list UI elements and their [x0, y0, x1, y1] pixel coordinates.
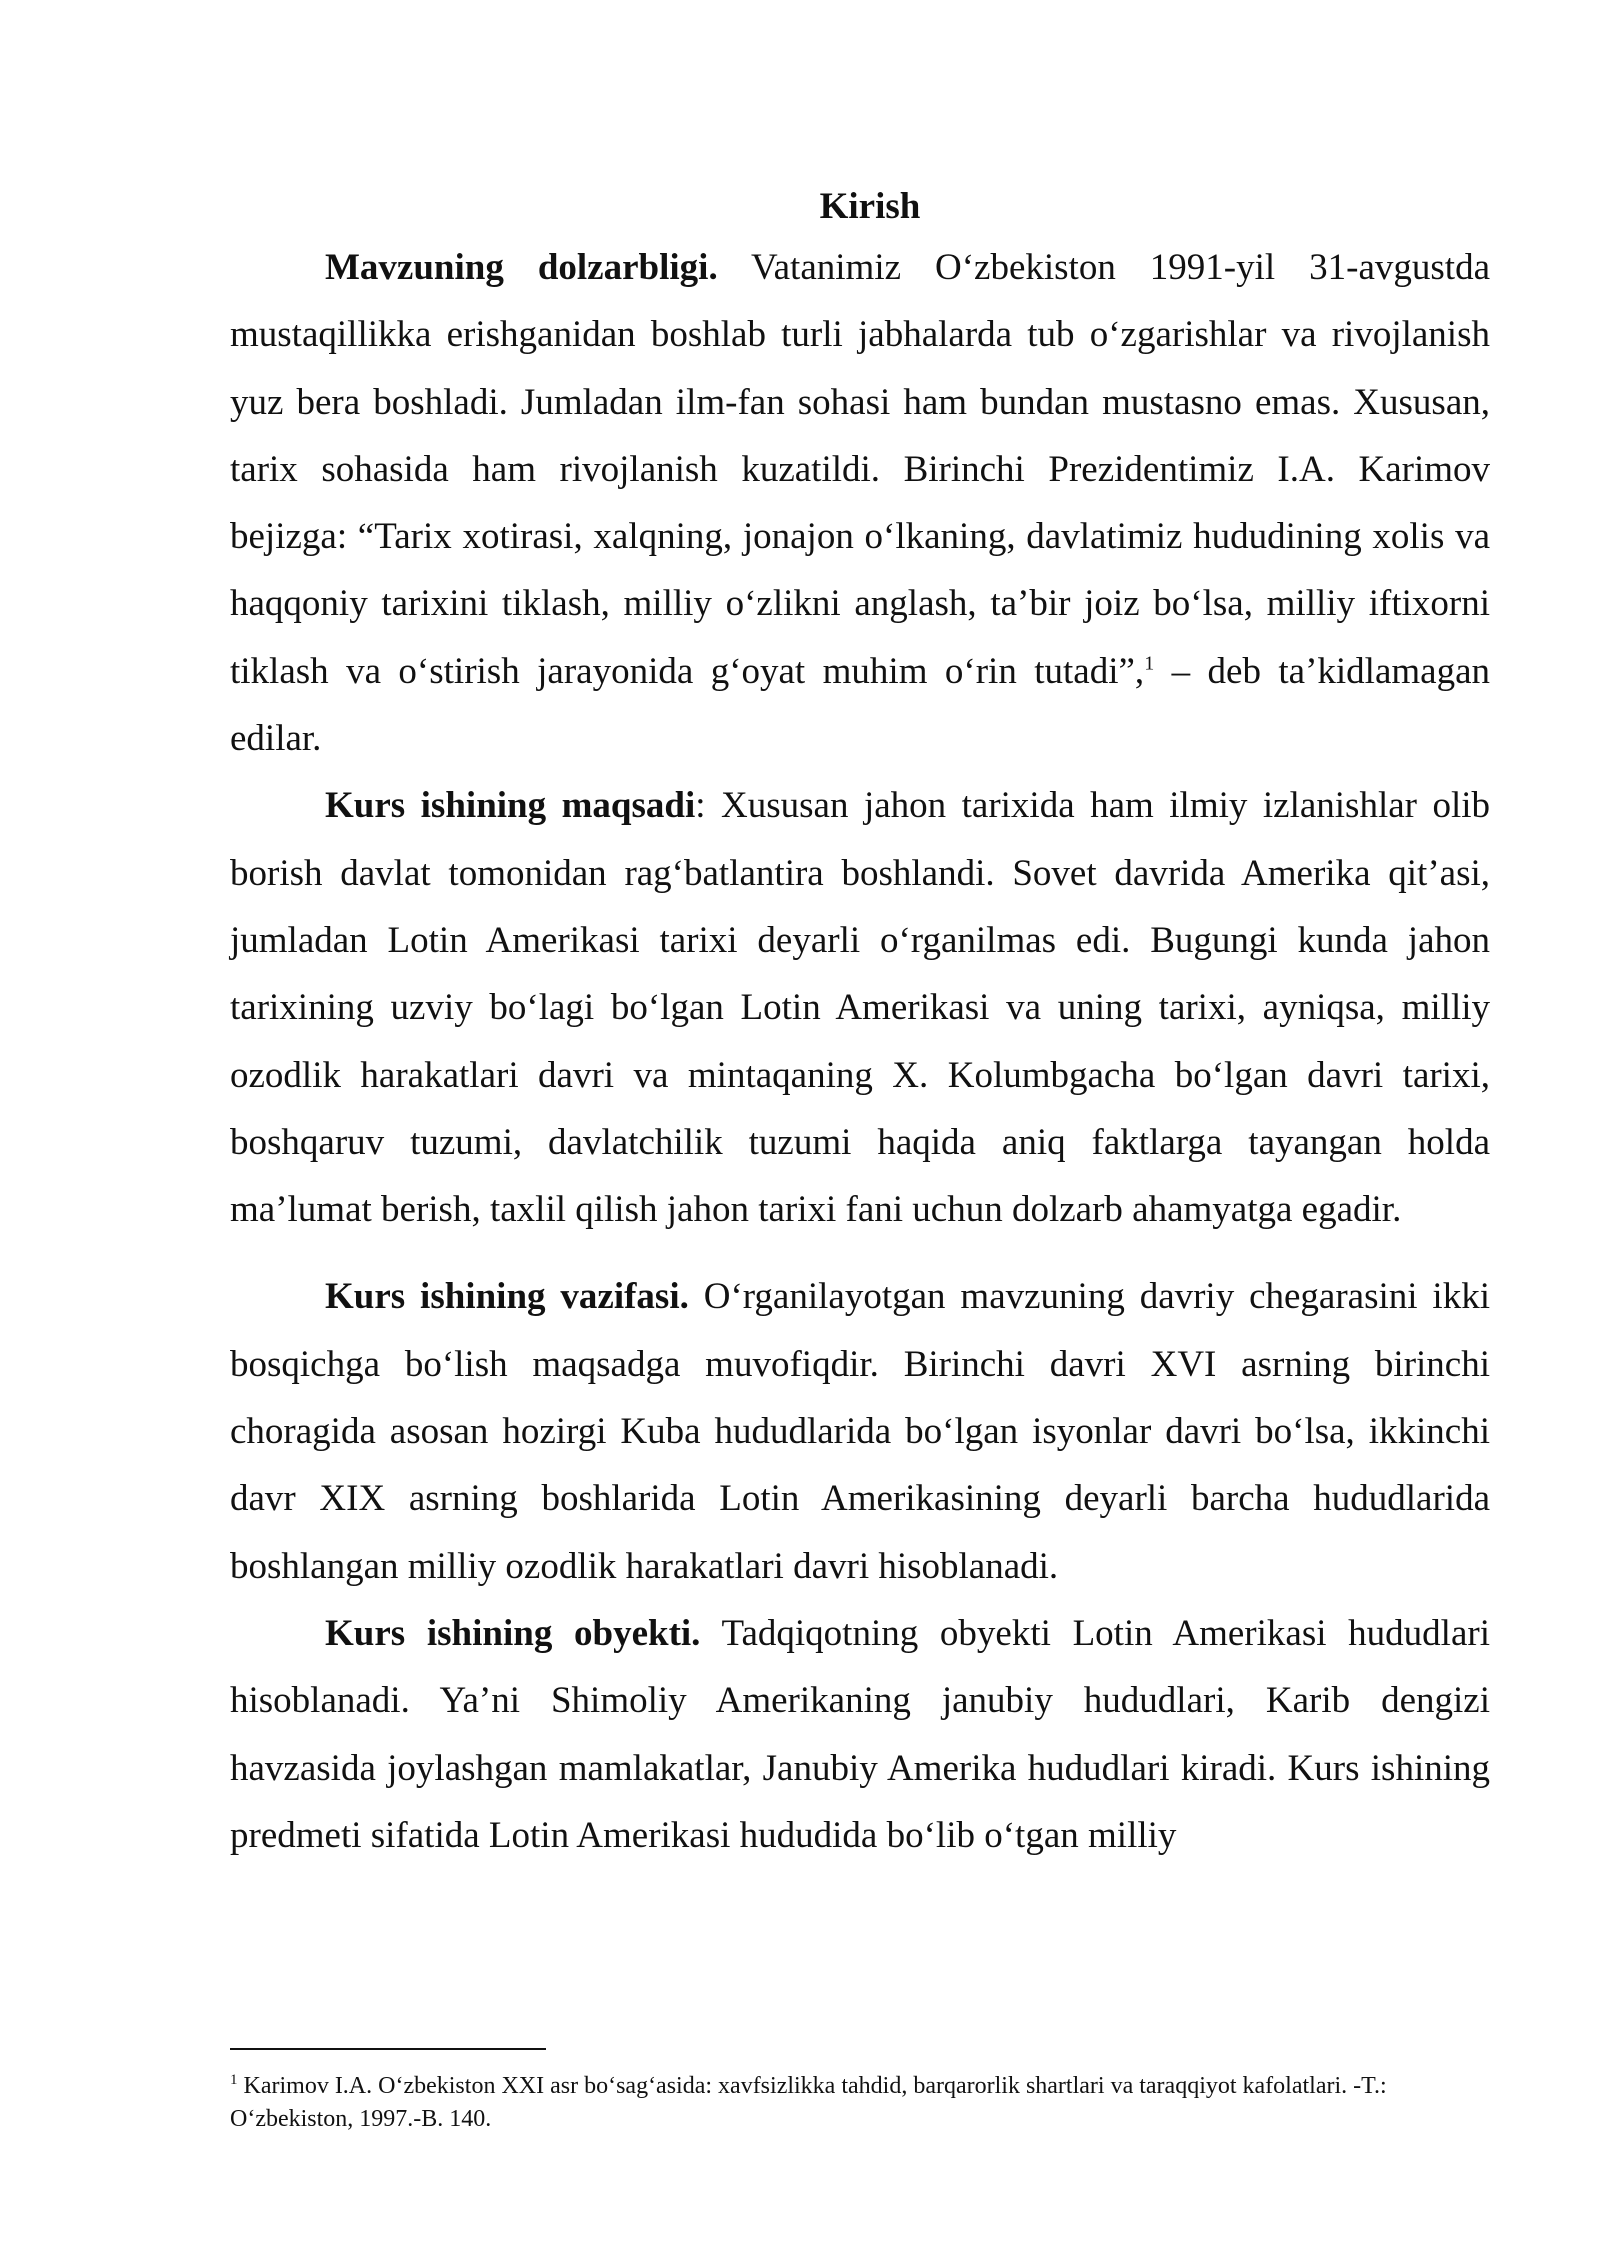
heading-separator: : — [695, 785, 722, 827]
footnote — [230, 2070, 1490, 2136]
paragraph-heading: Kurs ishining obyekti. — [325, 1612, 701, 1654]
paragraph-tasks — [230, 1263, 1490, 1599]
paragraph-text: Tadqiqotning obyekti Lotin Amerikasi hududlari hisoblanadi. Ya’ni Shimoliy Amerikaning janubiy hududlari, Karib dengizi havzasida joylashgan mamlakatlar, Janubiy Amerika hududlari kiradi. Kurs ishining predmeti sifatida Lotin Amerikasi hududida bo‘lib o‘tgan milliy — [230, 1612, 1490, 1856]
heading-separator — [700, 1613, 721, 1654]
paragraph-heading: Kurs ishining vazifasi. — [325, 1276, 689, 1318]
paragraph-object — [230, 1600, 1490, 1869]
paragraph-text-continued: – deb ta’kidlamagan edilar. — [230, 650, 1491, 760]
paragraph-text: Xususan jahon tarixida ham ilmiy izlanishlar olib borish davlat tomonidan rag‘batlantira boshlandi. Sovet davrida Amerika qit’asi, jumladan Lotin Amerikasi tarixi deyarli o‘rganilmas edi. Bugungi kunda jahon tarixining uzviy bo‘lagi bo‘lgan Lotin Amerikasi va uning tarixi, ayniqsa, milliy ozodlik harakatlari davri va mintaqaning X. Kolumbgacha bo‘lgan davri tarixi, boshqaruv tuzumi, davlatchilik tuzumi haqida aniq faktlarga tayangan holda ma’lumat berish, taxlil qilish jahon tarixi fani uchun dolzarb ahamyatga egadir. — [230, 785, 1491, 1231]
page-title: Kirish — [819, 186, 921, 227]
heading-separator — [689, 1276, 704, 1317]
paragraph-relevance — [230, 234, 1490, 772]
main-content — [230, 180, 1490, 1869]
paragraph-heading: Kurs ishining maqsadi — [325, 785, 696, 827]
footnote-text: Karimov I.A. O‘zbekiston XXI asr bo‘sag‘asida: xavfsizlikka tahdid, barqarorlik shartlari va taraqqiyot kafolatlari. -T.: O‘zbekiston, 1997.-B. 140. — [230, 2073, 1387, 2132]
paragraph-text: Vatanimiz O‘zbekiston 1991-yil 31-avgustda mustaqillikka erishganidan boshlab turli jabhalarda tub o‘zgarishlar va rivojlanish yuz bera boshladi. Jumladan ilm-fan sohasi ham bundan mustasno emas. Xususan, tarix sohasida ham rivojlanish kuzatildi. Birinchi Prezidentimiz I.A. Karimov bejizga: “Tarix xotirasi, xalqning, jonajon o‘lkaning, davlatimiz hududining xolis va haqqoniy tarixini tiklash, milliy o‘zlikni anglash, ta’bir joiz bo‘lsa, milliy iftixorni tiklash va o‘stirish jarayonida g‘oyat muhim o‘rin tutadi”, — [230, 247, 1490, 692]
paragraph-goal — [230, 772, 1490, 1243]
footnote-separator — [230, 2048, 546, 2050]
paragraph-heading: Mavzuning dolzarbligi. — [325, 247, 718, 288]
footnote-number: 1 — [230, 2072, 238, 2088]
footnote-reference[interactable]: 1 — [1144, 652, 1155, 675]
heading-separator — [718, 247, 751, 288]
paragraph-text: O‘rganilayotgan mavzuning davriy chegarasini ikki bosqichga bo‘lish maqsadga muvofiqdir. Birinchi davri XVI asrning birinchi choragida asosan hozirgi Kuba hududlarida bo‘lgan isyonlar davri bo‘lsa, ikkinchi davr XIX asrning boshlarida Lotin Amerikasining deyarli barcha hududlarida boshlangan milliy ozodlik harakatlari davri hisoblanadi. — [230, 1276, 1490, 1587]
footnote-area — [230, 2048, 1490, 2136]
